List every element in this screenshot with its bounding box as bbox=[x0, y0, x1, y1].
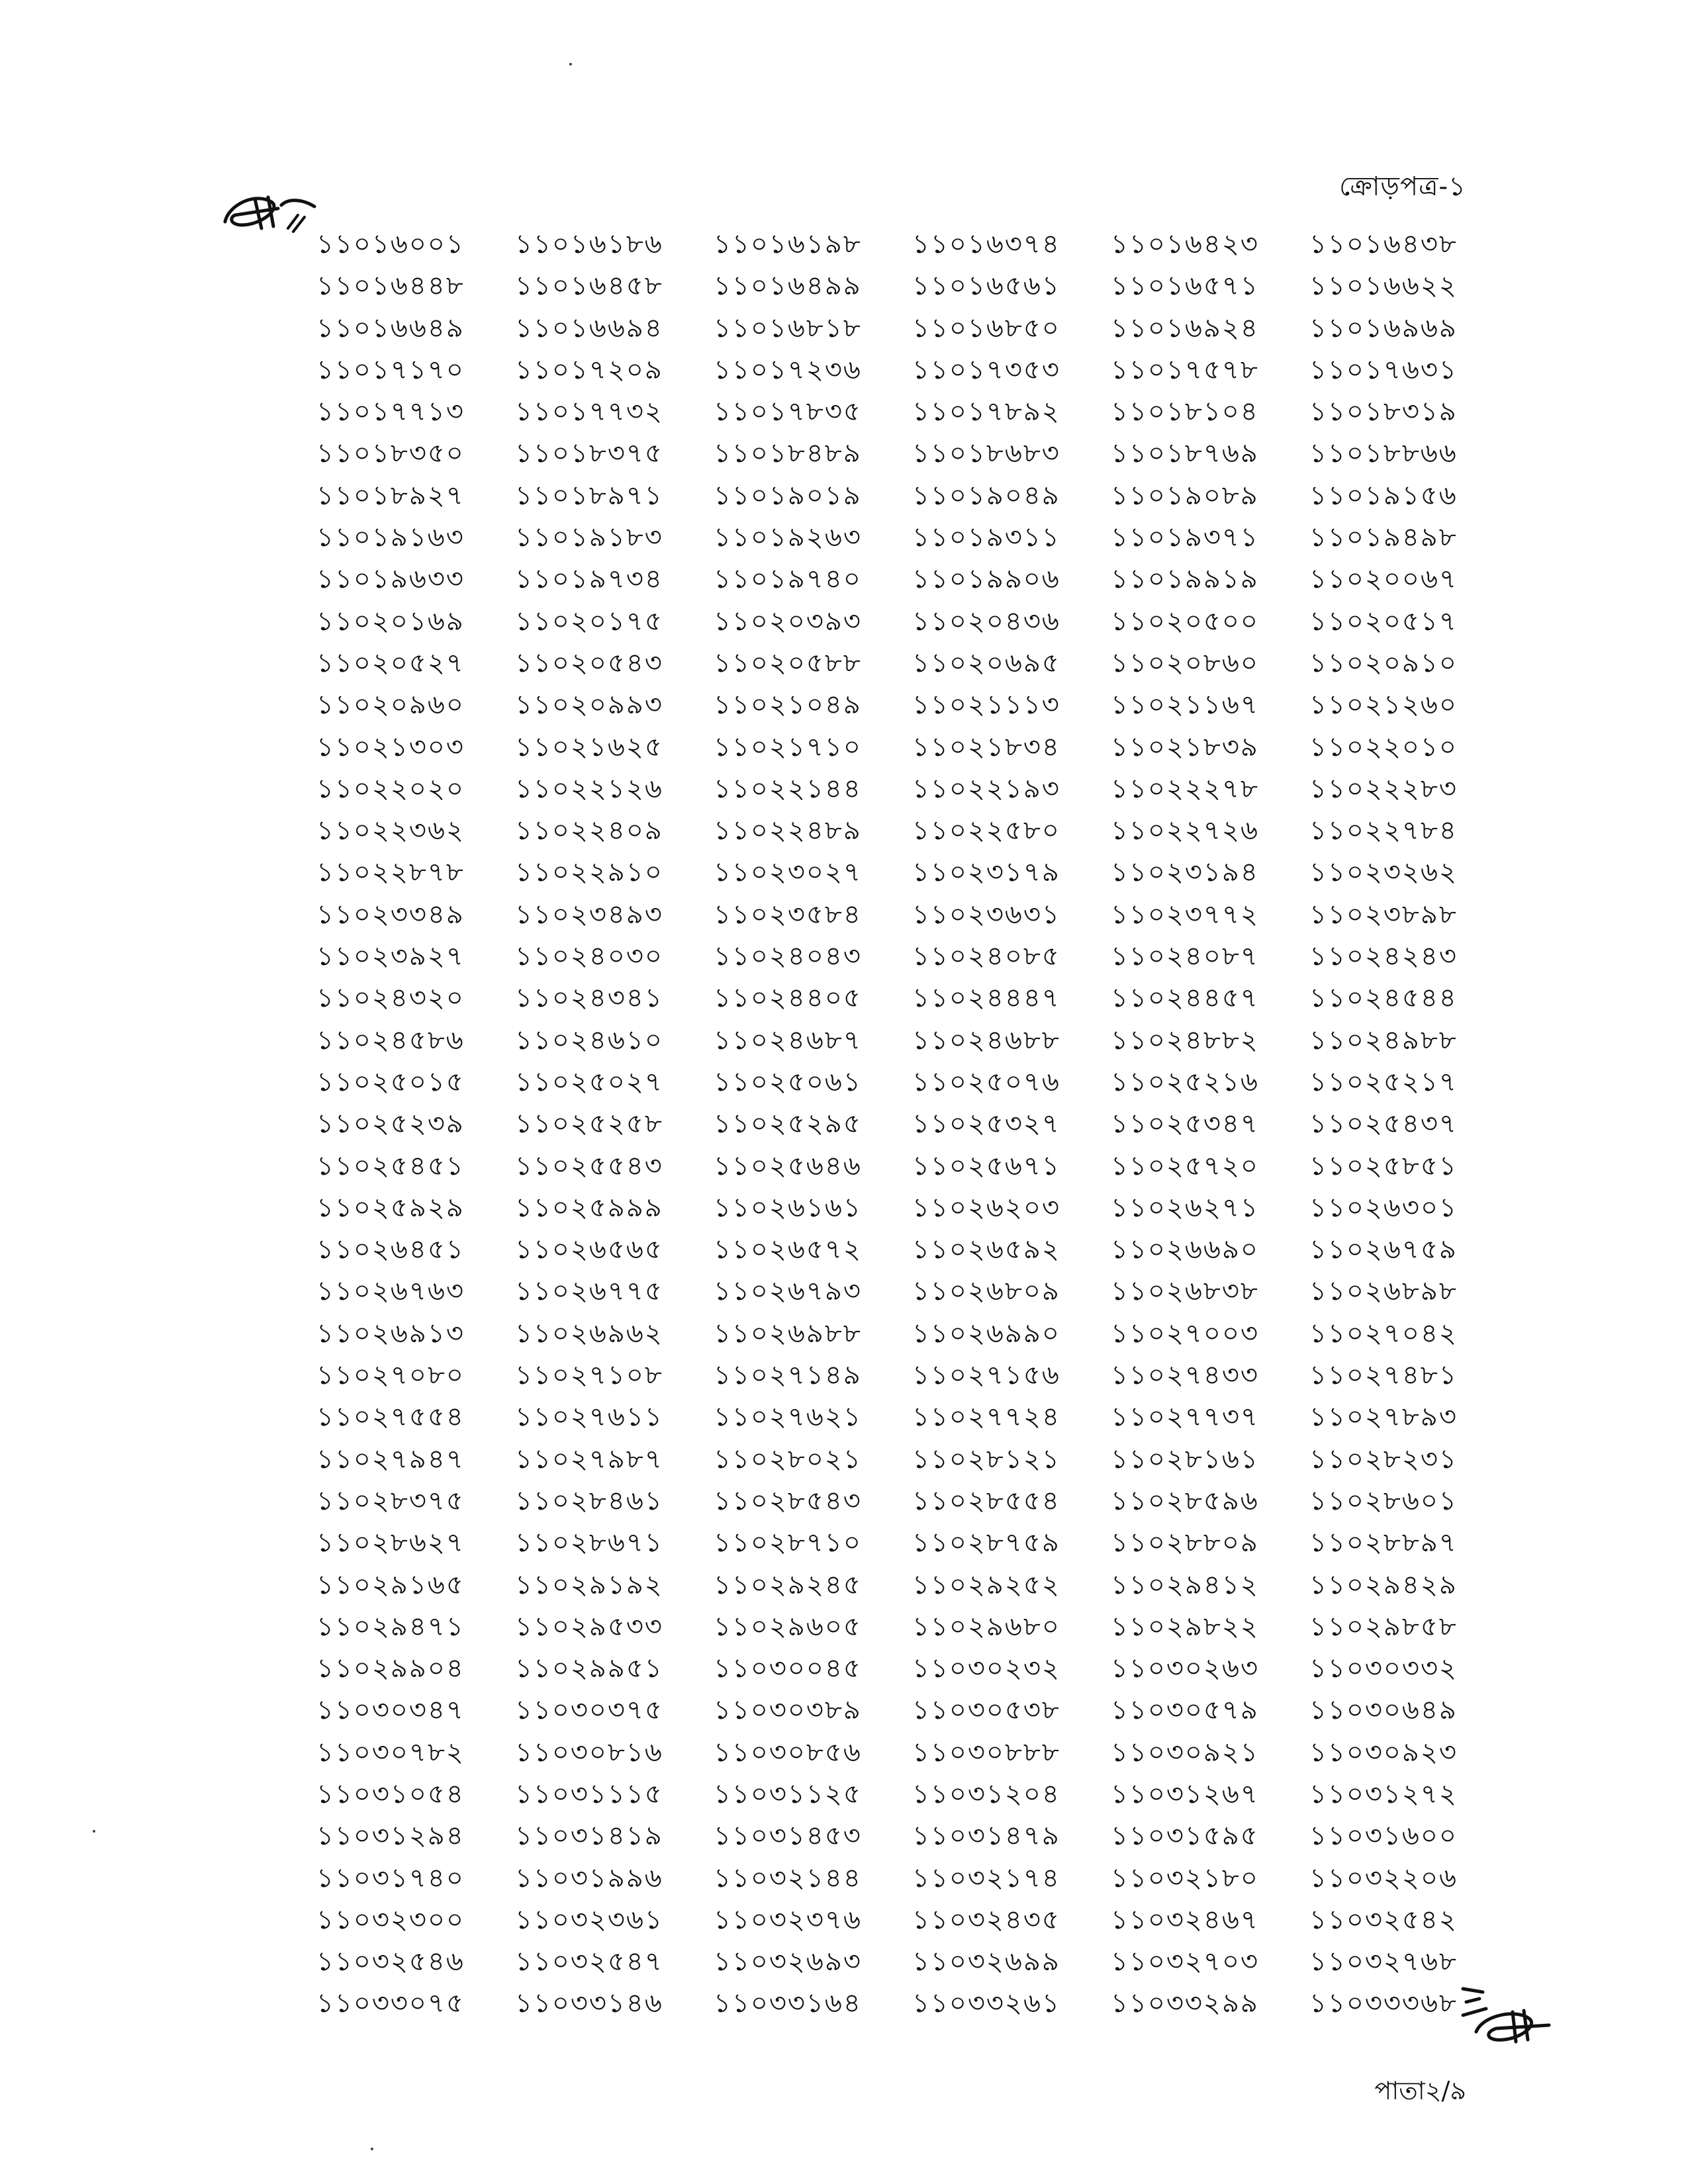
roll-number-cell: ১১০২৬৩০১ bbox=[1309, 1192, 1458, 1223]
roll-number-cell: ১১০২৪৮৮২ bbox=[1111, 1024, 1259, 1056]
roll-number-cell: ১১০২১৮৩৪ bbox=[912, 731, 1060, 762]
roll-number-cell: ১১০২১৩০৩ bbox=[316, 731, 465, 762]
scan-speck bbox=[93, 1830, 95, 1833]
roll-number-cell: ১১০১৬৩৭৪ bbox=[912, 229, 1060, 259]
roll-number-cell: ১১০২৬৬৯০ bbox=[1111, 1234, 1259, 1265]
roll-number-cell: ১১০২৯৪১২ bbox=[1111, 1569, 1259, 1600]
roll-number-cell: ১১০৩২৩৭৬ bbox=[714, 1904, 862, 1935]
roll-number-cell: ১১০২৩৯২৭ bbox=[316, 941, 465, 972]
roll-number-cell: ১১০১৬৮৫০ bbox=[912, 312, 1060, 343]
roll-number-cell: ১১০২৮৭৫৯ bbox=[912, 1527, 1060, 1559]
roll-number-cell: ১১০১৯৯০৬ bbox=[912, 564, 1060, 595]
roll-number-cell: ১১০২৮৩৭৫ bbox=[316, 1485, 465, 1516]
roll-number-cell: ১১০২০৫৮৮ bbox=[714, 647, 862, 678]
roll-number-cell: ১১০২৬৯৮৮ bbox=[714, 1318, 862, 1349]
roll-number-cell: ১১০৩১৬০০ bbox=[1309, 1821, 1458, 1852]
roll-number-cell: ১১০১৯০৮৯ bbox=[1111, 480, 1259, 511]
roll-number-cell: ১১০১৬৬৪৯ bbox=[316, 312, 465, 343]
roll-number-cell: ১১০২৪৯৮৮ bbox=[1309, 1024, 1458, 1056]
roll-number-cell: ১১০৩০২৩২ bbox=[912, 1653, 1060, 1684]
roll-number-cell: ১১০২৫২৩৯ bbox=[316, 1109, 465, 1140]
page-number: পাতা২/৯ bbox=[1374, 2076, 1466, 2105]
roll-number-cell: ১১০৩৩২৯৯ bbox=[1111, 1988, 1259, 2019]
roll-number-cell: ১১০২৫৯৯৯ bbox=[515, 1192, 663, 1223]
roll-number-cell: ১১০২৮৬২৭ bbox=[316, 1527, 465, 1559]
roll-number-cell: ১১০১৬৫৬১ bbox=[912, 271, 1060, 302]
roll-number-cell: ১১০১৯২৬৩ bbox=[714, 522, 862, 553]
roll-number-cell: ১১০২৮৫৫৪ bbox=[912, 1485, 1060, 1516]
roll-number-cell: ১১০২০৫১৭ bbox=[1309, 606, 1458, 637]
roll-number-cell: ১১০১৭২৩৬ bbox=[714, 354, 862, 385]
roll-number-cell: ১১০২০৯১০ bbox=[1309, 647, 1458, 678]
roll-number-cell: ১১০২৪৬৮৭ bbox=[714, 1024, 862, 1056]
roll-number-cell: ১১০২৭৫৫৪ bbox=[316, 1402, 465, 1433]
roll-number-cell: ১১০২৮৪৬১ bbox=[515, 1485, 663, 1516]
roll-number-cell: ১১০৩২৫৪২ bbox=[1309, 1904, 1458, 1935]
roll-number-cell: ১১০২৩২৬২ bbox=[1309, 857, 1458, 888]
roll-number-cell: ১১০১৬০০১ bbox=[316, 229, 465, 259]
roll-number-cell: ১১০২২১৪৪ bbox=[714, 773, 862, 804]
roll-number-cell: ১১০২৬৫৬৫ bbox=[515, 1234, 663, 1265]
roll-number-cell: ১১০২৫৪৩৭ bbox=[1309, 1109, 1458, 1140]
roll-number-cell: ১১০২২৩৬২ bbox=[316, 815, 465, 846]
roll-number-cell: ১১০২৫৬৭১ bbox=[912, 1150, 1060, 1181]
roll-number-cell: ১১০৩১০৫৪ bbox=[316, 1778, 465, 1809]
roll-number-cell: ১১০২৭৪৮১ bbox=[1309, 1360, 1458, 1391]
roll-number-cell: ১১০২৬৮৯৮ bbox=[1309, 1276, 1458, 1307]
roll-number-cell: ১১০২০৯৬০ bbox=[316, 690, 465, 721]
roll-number-cell: ১১০৩০৩৪৭ bbox=[316, 1695, 465, 1726]
roll-number-cell: ১১০১৭৫৭৮ bbox=[1111, 354, 1259, 385]
roll-number-cell: ১১০৩০২৬৩ bbox=[1111, 1653, 1259, 1684]
roll-number-cell: ১১০২৪২৪৩ bbox=[1309, 941, 1458, 972]
roll-number-cell: ১১০৩০৯২৩ bbox=[1309, 1737, 1458, 1768]
roll-number-cell: ১১০১৭৮৩৫ bbox=[714, 396, 862, 428]
roll-number-cell: ১১০২৮১৬১ bbox=[1111, 1443, 1259, 1475]
roll-number-cell: ১১০২৬৪৫১ bbox=[316, 1234, 465, 1265]
roll-number-cell: ১১০১৬১৯৮ bbox=[714, 229, 862, 259]
roll-number-cell: ১১০২৩০২৭ bbox=[714, 857, 862, 888]
roll-number-cell: ১১০২৬৮৩৮ bbox=[1111, 1276, 1259, 1307]
roll-number-cell: ১১০৩২৩০০ bbox=[316, 1904, 465, 1935]
roll-number-cell: ১১০২২৪৮৯ bbox=[714, 815, 862, 846]
roll-number-cell: ১১০২৫৬৪৬ bbox=[714, 1150, 862, 1181]
roll-number-cell: ১১০২৯৫৩৩ bbox=[515, 1611, 663, 1642]
annex-label: ক্রোড়পত্র-১ bbox=[1339, 171, 1466, 202]
roll-number-cell: ১১০১৬৪৯৯ bbox=[714, 271, 862, 302]
roll-number-cell: ১১০২৪৪৪৭ bbox=[912, 983, 1060, 1014]
roll-number-cell: ১১০৩১৯৯৬ bbox=[515, 1862, 663, 1893]
roll-number-cell: ১১০২৪৬৮৮ bbox=[912, 1024, 1060, 1056]
roll-number-cell: ১১০২৯২৫২ bbox=[912, 1569, 1060, 1600]
roll-number-cell: ১১০৩৩১৪৬ bbox=[515, 1988, 663, 2019]
roll-number-cell: ১১০২৩৫৮৪ bbox=[714, 899, 862, 930]
roll-number-cell: ১১০২৯৪৭১ bbox=[316, 1611, 465, 1642]
roll-number-cell: ১১০৩০৭৮২ bbox=[316, 1737, 465, 1768]
roll-number-cell: ১১০১৮৩৫০ bbox=[316, 438, 465, 469]
roll-number-cell: ১১০৩২৩৬১ bbox=[515, 1904, 663, 1935]
roll-number-cell: ১১০৩১৪৫৩ bbox=[714, 1821, 862, 1852]
roll-number-cell: ১১০১৬৪৩৮ bbox=[1309, 229, 1458, 259]
roll-number-cell: ১১০৩৩০৭৫ bbox=[316, 1988, 465, 2019]
roll-number-cell: ১১০২৯২৪৫ bbox=[714, 1569, 862, 1600]
roll-number-cell: ১১০২০৬৯৫ bbox=[912, 647, 1060, 678]
roll-number-cell: ১১০২৪০৪৩ bbox=[714, 941, 862, 972]
roll-number-cell: ১১০২৪৩৪১ bbox=[515, 983, 663, 1014]
roll-number-cell: ১১০২১৭১০ bbox=[714, 731, 862, 762]
roll-number-cell: ১১০১৬৬৯৪ bbox=[515, 312, 663, 343]
roll-number-cell: ১১০১৮৮৬৬ bbox=[1309, 438, 1458, 469]
roll-number-cell: ১১০২৮৭১০ bbox=[714, 1527, 862, 1559]
roll-number-cell: ১১০৩১২৯৪ bbox=[316, 1821, 465, 1852]
roll-number-cell: ১১০২০৫০০ bbox=[1111, 606, 1259, 637]
roll-number-cell: ১১০১৮৬৮৩ bbox=[912, 438, 1060, 469]
roll-number-cell: ১১০৩০৬৪৯ bbox=[1309, 1695, 1458, 1726]
roll-number-cell: ১১০২৫২৫৮ bbox=[515, 1109, 663, 1140]
roll-number-cell: ১১০২১২৬০ bbox=[1309, 690, 1458, 721]
roll-number-cell: ১১০৩০৫৩৮ bbox=[912, 1695, 1060, 1726]
roll-number-cell: ১১০২৭০০৩ bbox=[1111, 1318, 1259, 1349]
roll-number-cell: ১১০১৯৪৯৮ bbox=[1309, 522, 1458, 553]
roll-number-cell: ১১০২৪৬১০ bbox=[515, 1024, 663, 1056]
roll-number-cell: ১১০১৮৭৬৯ bbox=[1111, 438, 1259, 469]
roll-number-cell: ১১০৩০৮৫৬ bbox=[714, 1737, 862, 1768]
roll-number-cell: ১১০২৮২৩১ bbox=[1309, 1443, 1458, 1475]
roll-number-cell: ১১০৩১১২৫ bbox=[714, 1778, 862, 1809]
roll-number-cell: ১১০১৬৪৫৮ bbox=[515, 271, 663, 302]
roll-number-cell: ১১০১৯১৫৬ bbox=[1309, 480, 1458, 511]
roll-number-cell: ১১০২৭০৮০ bbox=[316, 1360, 465, 1391]
roll-number-cell: ১১০২৬৭৯৩ bbox=[714, 1276, 862, 1307]
roll-number-cell: ১১০৩৩১৬৪ bbox=[714, 1988, 862, 2019]
roll-number-cell: ১১০১৬৮১৮ bbox=[714, 312, 862, 343]
roll-number-cell: ১১০১৯০৪৯ bbox=[912, 480, 1060, 511]
roll-number-cell: ১১০২৫০৬১ bbox=[714, 1066, 862, 1097]
roll-number-cell: ১১০৩১২৭২ bbox=[1309, 1778, 1458, 1809]
roll-number-cell: ১১০২৮৮৯৭ bbox=[1309, 1527, 1458, 1559]
roll-number-cell: ১১০২৯১৬৫ bbox=[316, 1569, 465, 1600]
roll-number-cell: ১১০২৮৫৪৩ bbox=[714, 1485, 862, 1516]
roll-number-cell: ১১০১৬৯৬৯ bbox=[1309, 312, 1458, 343]
roll-number-cell: ১১০২২২৮৩ bbox=[1309, 773, 1458, 804]
roll-number-cell: ১১০২৬২০৩ bbox=[912, 1192, 1060, 1223]
roll-number-cell: ১১০১৬৪৪৮ bbox=[316, 271, 465, 302]
roll-number-cell: ১১০২৬৯৬২ bbox=[515, 1318, 663, 1349]
roll-number-cell: ১১০২৭৯৮৭ bbox=[515, 1443, 663, 1475]
roll-number-cell: ১১০১৭৮৯২ bbox=[912, 396, 1060, 428]
roll-number-cell: ১১০২৫৯২৯ bbox=[316, 1192, 465, 1223]
roll-number-cell: ১১০২০৫২৭ bbox=[316, 647, 465, 678]
roll-number-cell: ১১০২৫৩৪৭ bbox=[1111, 1109, 1259, 1140]
roll-number-cell: ১১০২৭৭২৪ bbox=[912, 1402, 1060, 1433]
roll-number-cell: ১১০৩২৫৪৭ bbox=[515, 1946, 663, 1978]
roll-number-cell: ১১০২৪৪৫৭ bbox=[1111, 983, 1259, 1014]
roll-number-cell: ১১০২৭৬১১ bbox=[515, 1402, 663, 1433]
roll-number-cell: ১১০২৭১৫৬ bbox=[912, 1360, 1060, 1391]
roll-number-cell: ১১০৩৩৩৬৮ bbox=[1309, 1988, 1458, 2019]
roll-number-cell: ১১০২৫২৯৫ bbox=[714, 1109, 862, 1140]
roll-number-cell: ১১০১৬৬২২ bbox=[1309, 271, 1458, 302]
roll-number-cell: ১১০১৭৭১৩ bbox=[316, 396, 465, 428]
roll-number-cell: ১১০১৯৬৩৩ bbox=[316, 564, 465, 595]
roll-number-cell: ১১০৩২১৪৪ bbox=[714, 1862, 862, 1893]
roll-number-cell: ১১০২৩১৯৪ bbox=[1111, 857, 1259, 888]
roll-number-cell: ১১০১৯৩১১ bbox=[912, 522, 1060, 553]
roll-number-cell: ১১০২২৭২৬ bbox=[1111, 815, 1259, 846]
roll-number-cell: ১১০২২৮৭৮ bbox=[316, 857, 465, 888]
roll-number-cell: ১১০২৭৯৪৭ bbox=[316, 1443, 465, 1475]
roll-number-cell: ১১০২৭৪৩৩ bbox=[1111, 1360, 1259, 1391]
roll-number-cell: ১১০১৭৬৩১ bbox=[1309, 354, 1458, 385]
roll-number-cell: ১১০১৮১০৪ bbox=[1111, 396, 1259, 428]
roll-number-cell: ১১০২৪৫৪৪ bbox=[1309, 983, 1458, 1014]
roll-number-cell: ১১০২৭৮৯৩ bbox=[1309, 1402, 1458, 1433]
roll-number-cell: ১১০১৮৩১৯ bbox=[1309, 396, 1458, 428]
roll-number-cell: ১১০২৯৯৫১ bbox=[515, 1653, 663, 1684]
roll-number-cell: ১১০৩০৩৮৯ bbox=[714, 1695, 862, 1726]
roll-number-cell: ১১০১৭৩৫৩ bbox=[912, 354, 1060, 385]
roll-number-cell: ১১০৩১২৬৭ bbox=[1111, 1778, 1259, 1809]
roll-number-cell: ১১০২৯৮২২ bbox=[1111, 1611, 1259, 1642]
roll-number-cell: ১১০৩২৭৬৮ bbox=[1309, 1946, 1458, 1978]
signature-top-icon bbox=[215, 179, 321, 251]
roll-number-cell: ১১০১৭৭৩২ bbox=[515, 396, 663, 428]
roll-number-cell: ১১০২০৪৩৬ bbox=[912, 606, 1060, 637]
roll-number-cell: ১১০৩০৩৩২ bbox=[1309, 1653, 1458, 1684]
roll-number-cell: ১১০৩১৪১৯ bbox=[515, 1821, 663, 1852]
roll-number-cell: ১১০২৬৮০৯ bbox=[912, 1276, 1060, 1307]
roll-number-cell: ১১০৩২১৭৪ bbox=[912, 1862, 1060, 1893]
roll-number-cell: ১১০২২৯১০ bbox=[515, 857, 663, 888]
roll-number-cell: ১১০২৫৮৫১ bbox=[1309, 1150, 1458, 1181]
roll-number-cell: ১১০৩১২০৪ bbox=[912, 1778, 1060, 1809]
roll-number-cell: ১১০১৬১৮৬ bbox=[515, 229, 663, 259]
roll-number-cell: ১১০২২২৭৮ bbox=[1111, 773, 1259, 804]
roll-number-cell: ১১০২২১৯৩ bbox=[912, 773, 1060, 804]
roll-number-cell: ১১০২৫৭২০ bbox=[1111, 1150, 1259, 1181]
roll-number-cell: ১১০১৮৩৭৫ bbox=[515, 438, 663, 469]
roll-number-cell: ১১০২৫৩২৭ bbox=[912, 1109, 1060, 1140]
roll-number-cell: ১১০৩২৫৪৬ bbox=[316, 1946, 465, 1978]
roll-number-cell: ১১০২৬৭৭৫ bbox=[515, 1276, 663, 1307]
roll-number-cell: ১১০২৯১৯২ bbox=[515, 1569, 663, 1600]
signature-bottom-icon bbox=[1450, 1979, 1556, 2052]
roll-number-cell: ১১০২০৮৬০ bbox=[1111, 647, 1259, 678]
roll-number-cell: ১১০২৮১২১ bbox=[912, 1443, 1060, 1475]
roll-number-cell: ১১০৩০৯২১ bbox=[1111, 1737, 1259, 1768]
roll-number-cell: ১১০২৫০১৫ bbox=[316, 1066, 465, 1097]
roll-number-cell: ১১০৩০৮৮৮ bbox=[912, 1737, 1060, 1768]
roll-number-cell: ১১০২০৩৯৩ bbox=[714, 606, 862, 637]
roll-number-cell: ১১০১৬৫৭১ bbox=[1111, 271, 1259, 302]
roll-number-cell: ১১০২৫২১৬ bbox=[1111, 1066, 1259, 1097]
roll-number-cell: ১১০২৩৮৯৮ bbox=[1309, 899, 1458, 930]
roll-number-cell: ১১০২১৬২৫ bbox=[515, 731, 663, 762]
roll-number-cell: ১১০১৯১৬৩ bbox=[316, 522, 465, 553]
roll-number-cell: ১১০২৯৬০৫ bbox=[714, 1611, 862, 1642]
roll-number-cell: ১১০৩০০৪৫ bbox=[714, 1653, 862, 1684]
roll-number-cell: ১১০২৫০৭৬ bbox=[912, 1066, 1060, 1097]
roll-number-cell: ১১০৩৩২৬১ bbox=[912, 1988, 1060, 2019]
roll-number-cell: ১১০৩১১১৫ bbox=[515, 1778, 663, 1809]
roll-number-cell: ১১০৩২৬৯৩ bbox=[714, 1946, 862, 1978]
roll-number-cell: ১১০৩১৭৪০ bbox=[316, 1862, 465, 1893]
roll-number-cell: ১১০২৩১৭৯ bbox=[912, 857, 1060, 888]
roll-number-cell: ১১০১৬৯২৪ bbox=[1111, 312, 1259, 343]
roll-number-cell: ১১০২৪৩২০ bbox=[316, 983, 465, 1014]
roll-number-cell: ১১০২৩৭৭২ bbox=[1111, 899, 1259, 930]
roll-number-cell: ১১০২৪৪০৫ bbox=[714, 983, 862, 1014]
roll-number-cell: ১১০৩০৮১৬ bbox=[515, 1737, 663, 1768]
roll-number-cell: ১১০২০১৭৫ bbox=[515, 606, 663, 637]
roll-number-cell: ১১০১৯৯১৯ bbox=[1111, 564, 1259, 595]
roll-number-cell: ১১০২৪০৮৭ bbox=[1111, 941, 1259, 972]
roll-number-cell: ১১০২৬৫৭২ bbox=[714, 1234, 862, 1265]
roll-number-cell: ১১০১৯৩৭১ bbox=[1111, 522, 1259, 553]
roll-number-cell: ১১০২২৭৮৪ bbox=[1309, 815, 1458, 846]
roll-number-grid bbox=[316, 224, 1468, 2025]
roll-number-cell: ১১০২৫৪৫১ bbox=[316, 1150, 465, 1181]
roll-number-cell: ১১০২০৫৪৩ bbox=[515, 647, 663, 678]
roll-number-cell: ১১০২৩৩৪৯ bbox=[316, 899, 465, 930]
roll-number-cell: ১১০২৪৫৮৬ bbox=[316, 1024, 465, 1056]
roll-number-cell: ১১০২৮০২১ bbox=[714, 1443, 862, 1475]
roll-number-cell: ১১০২৬৭৫৯ bbox=[1309, 1234, 1458, 1265]
roll-number-cell: ১১০২৬৭৬৩ bbox=[316, 1276, 465, 1307]
roll-number-cell: ১১০৩২৪৬৭ bbox=[1111, 1904, 1259, 1935]
roll-number-cell: ১১০২৫৫৪৩ bbox=[515, 1150, 663, 1181]
roll-number-cell: ১১০২৩৬৩১ bbox=[912, 899, 1060, 930]
roll-number-cell: ১১০২৬১৬১ bbox=[714, 1192, 862, 1223]
roll-number-cell: ১১০২৬৯৯০ bbox=[912, 1318, 1060, 1349]
roll-number-cell: ১১০২২৫৮০ bbox=[912, 815, 1060, 846]
roll-number-cell: ১১০১৭১৭০ bbox=[316, 354, 465, 385]
roll-number-cell: ১১০৩২৭০৩ bbox=[1111, 1946, 1259, 1978]
roll-number-cell: ১১০২২৪০৯ bbox=[515, 815, 663, 846]
roll-number-cell: ১১০২৯৯০৪ bbox=[316, 1653, 465, 1684]
roll-number-cell: ১১০২৪০৮৫ bbox=[912, 941, 1060, 972]
roll-number-cell: ১১০২৪০৩০ bbox=[515, 941, 663, 972]
roll-number-cell: ১১০৩২৬৯৯ bbox=[912, 1946, 1060, 1978]
roll-number-cell: ১১০২৮৫৯৬ bbox=[1111, 1485, 1259, 1516]
roll-number-cell: ১১০২৫২১৭ bbox=[1309, 1066, 1458, 1097]
roll-number-cell: ১১০২৭১০৮ bbox=[515, 1360, 663, 1391]
roll-number-cell: ১১০২২০২০ bbox=[316, 773, 465, 804]
roll-number-cell: ১১০২৮৬০১ bbox=[1309, 1485, 1458, 1516]
roll-number-cell: ১১০১৬৪২৩ bbox=[1111, 229, 1259, 259]
roll-number-cell: ১১০২৭০৪২ bbox=[1309, 1318, 1458, 1349]
roll-number-cell: ১১০১৯৭৪০ bbox=[714, 564, 862, 595]
scan-speck bbox=[569, 63, 572, 66]
roll-number-cell: ১১০৩০৩৭৫ bbox=[515, 1695, 663, 1726]
roll-number-cell: ১১০২১১১৩ bbox=[912, 690, 1060, 721]
scan-speck bbox=[371, 2148, 373, 2150]
roll-number-cell: ১১০৩২১৮০ bbox=[1111, 1862, 1259, 1893]
roll-number-cell: ১১০২৭৭৩৭ bbox=[1111, 1402, 1259, 1433]
roll-number-cell: ১১০২৬২৭১ bbox=[1111, 1192, 1259, 1223]
roll-number-cell: ১১০২৩৪৯৩ bbox=[515, 899, 663, 930]
roll-number-cell: ১১০১৮৯২৭ bbox=[316, 480, 465, 511]
roll-number-cell: ১১০৩১৫৯৫ bbox=[1111, 1821, 1259, 1852]
roll-number-cell: ১১০২১১৬৭ bbox=[1111, 690, 1259, 721]
roll-number-cell: ১১০৩২২০৬ bbox=[1309, 1862, 1458, 1893]
roll-number-cell: ১১০২০৯৯৩ bbox=[515, 690, 663, 721]
roll-number-cell: ১১০২৫০২৭ bbox=[515, 1066, 663, 1097]
roll-number-cell: ১১০১৮৯৭১ bbox=[515, 480, 663, 511]
roll-number-cell: ১১০২৬৯১৩ bbox=[316, 1318, 465, 1349]
roll-number-cell: ১১০৩১৪৭৯ bbox=[912, 1821, 1060, 1852]
roll-number-cell: ১১০২২০১০ bbox=[1309, 731, 1458, 762]
roll-number-cell: ১১০৩২৪৩৫ bbox=[912, 1904, 1060, 1935]
roll-number-cell: ১১০২৯৬৮০ bbox=[912, 1611, 1060, 1642]
roll-number-cell: ১১০১৮৪৮৯ bbox=[714, 438, 862, 469]
roll-number-cell: ১১০১৯১৮৩ bbox=[515, 522, 663, 553]
roll-number-cell: ১১০২৭৬২১ bbox=[714, 1402, 862, 1433]
roll-number-cell: ১১০১৯৭৩৪ bbox=[515, 564, 663, 595]
roll-number-cell: ১১০২১০৪৯ bbox=[714, 690, 862, 721]
roll-number-cell: ১১০২০১৬৯ bbox=[316, 606, 465, 637]
roll-number-cell: ১১০২৬৫৯২ bbox=[912, 1234, 1060, 1265]
roll-number-cell: ১১০১৭২০৯ bbox=[515, 354, 663, 385]
roll-number-cell: ১১০২০০৬৭ bbox=[1309, 564, 1458, 595]
roll-number-cell: ১১০২৭১৪৯ bbox=[714, 1360, 862, 1391]
roll-number-cell: ১১০২৮৬৭১ bbox=[515, 1527, 663, 1559]
roll-number-cell: ১১০১৯০১৯ bbox=[714, 480, 862, 511]
roll-number-cell: ১১০২৯৪২৯ bbox=[1309, 1569, 1458, 1600]
roll-number-cell: ১১০২১৮৩৯ bbox=[1111, 731, 1259, 762]
roll-number-cell: ১১০২৯৮৫৮ bbox=[1309, 1611, 1458, 1642]
roll-number-cell: ১১০২২১২৬ bbox=[515, 773, 663, 804]
roll-number-cell: ১১০৩০৫৭৯ bbox=[1111, 1695, 1259, 1726]
roll-number-cell: ১১০২৮৮০৯ bbox=[1111, 1527, 1259, 1559]
